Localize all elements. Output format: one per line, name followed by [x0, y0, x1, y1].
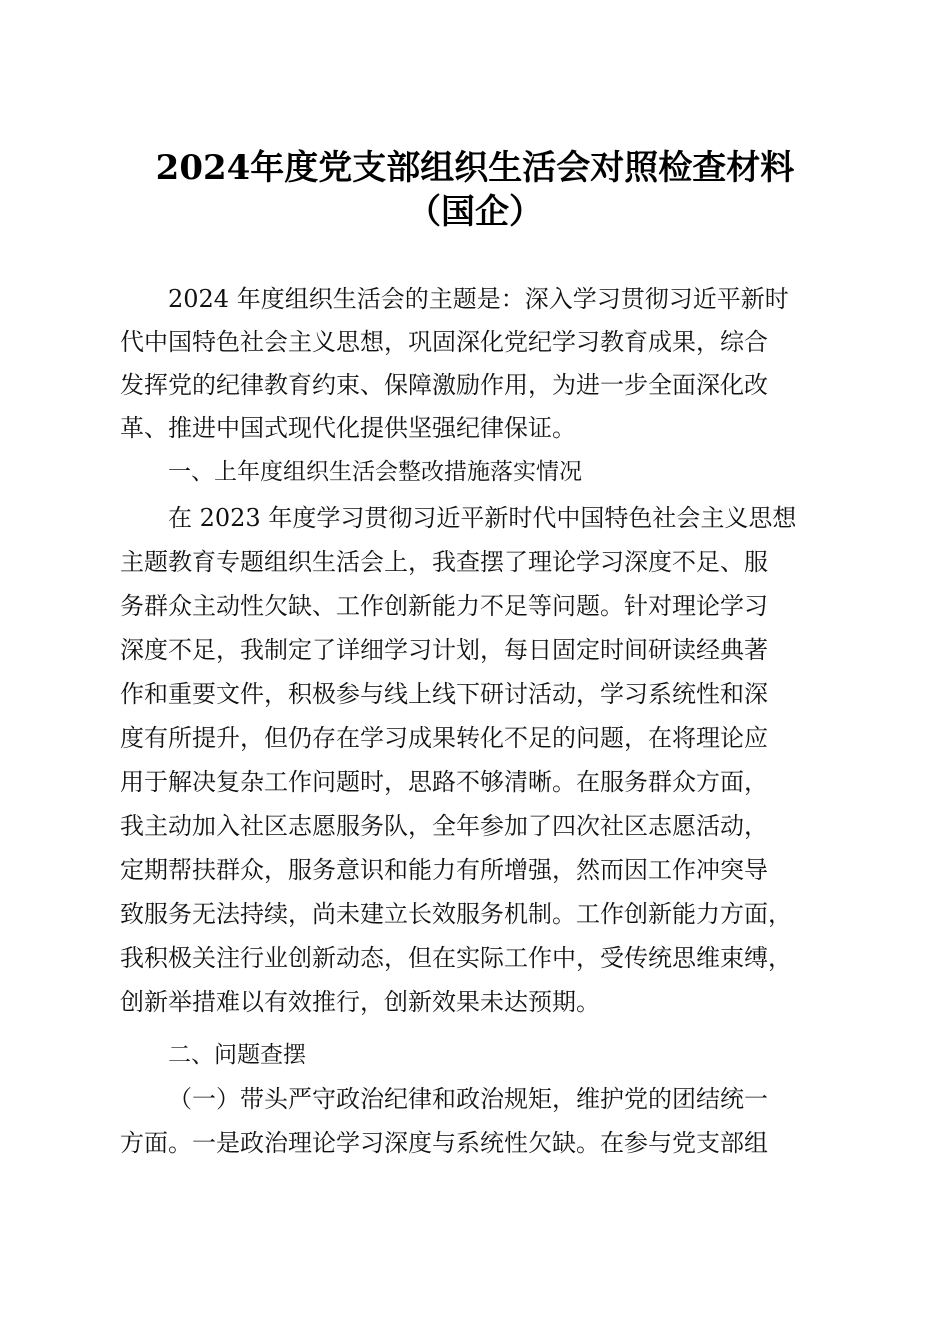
section1-line: 用于解决复杂工作问题时，思路不够清晰。在服务群众方面，	[120, 768, 768, 796]
section1-line: 务群众主动性欠缺、工作创新能力不足等问题。针对理论学习	[120, 592, 768, 620]
section2-line: （一）带头严守政治纪律和政治规矩，维护党的团结统一	[168, 1085, 768, 1113]
section1-line: 创新举措难以有效推行，创新效果未达预期。	[120, 988, 600, 1016]
document-title: 2024年度党支部组织生活会对照检查材料	[155, 148, 795, 188]
section1-line: 我积极关注行业创新动态，但在实际工作中，受传统思维束缚，	[120, 944, 792, 972]
intro-line: 发挥党的纪律教育约束、保障激励作用，为进一步全面深化改	[120, 371, 768, 399]
document-subtitle: （国企）	[407, 192, 543, 232]
intro-line: 2024 年度组织生活会的主题是：深入学习贯彻习近平新时	[168, 285, 789, 313]
section1-line: 在 2023 年度学习贯彻习近平新时代中国特色社会主义思想	[168, 504, 797, 532]
section1-line: 度有所提升，但仍存在学习成果转化不足的问题，在将理论应	[120, 724, 768, 752]
intro-line: 代中国特色社会主义思想，巩固深化党纪学习教育成果，综合	[120, 328, 768, 356]
intro-line: 革、推进中国式现代化提供坚强纪律保证。	[120, 414, 576, 442]
section2-line: 方面。一是政治理论学习深度与系统性欠缺。在参与党支部组	[120, 1129, 768, 1157]
section-heading-2: 二、问题查摆	[168, 1042, 306, 1068]
section1-line: 我主动加入社区志愿服务队，全年参加了四次社区志愿活动，	[120, 812, 768, 840]
section1-line: 主题教育专题组织生活会上，我查摆了理论学习深度不足、服	[120, 548, 768, 576]
section1-line: 致服务无法持续，尚未建立长效服务机制。工作创新能力方面，	[120, 900, 792, 928]
section-heading-1: 一、上年度组织生活会整改措施落实情况	[168, 459, 582, 485]
section1-line: 定期帮扶群众，服务意识和能力有所增强，然而因工作冲突导	[120, 856, 768, 884]
section1-line: 作和重要文件，积极参与线上线下研讨活动，学习系统性和深	[120, 680, 768, 708]
section1-line: 深度不足，我制定了详细学习计划，每日固定时间研读经典著	[120, 636, 768, 664]
